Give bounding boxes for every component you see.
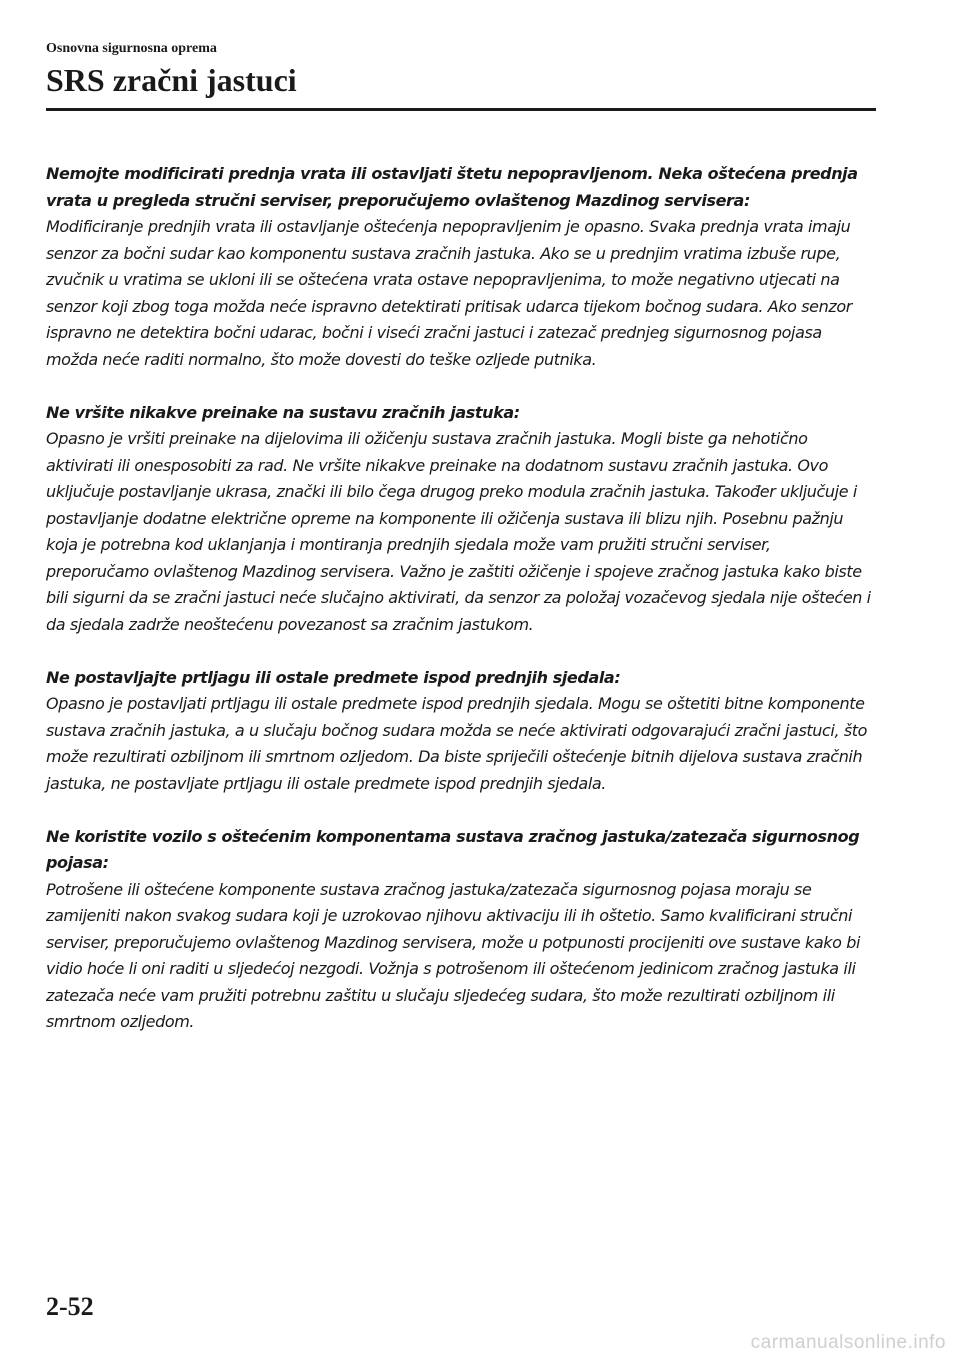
page-title: SRS zračni jastuci — [46, 62, 297, 98]
watermark: carmanualsonline.info — [750, 1332, 946, 1353]
warning-body: Opasno je postavljati prtljagu ili ostale predmete ispod prednjih sjedala. Mogu se oštetiti bitne komponente sustava zračnih jastuka, a u slučaju bočnog sudara možda se neće aktivirati odgovarajući zračni jastuci, što može rezultirati ozbiljnom ili smrtnom ozljedom. Da biste spriječili oštećenje bitnih dijelova sustava zračnih jastuka, ne postavljate prtljagu ili ostale predmete ispod prednjih sjedala. — [46, 694, 868, 793]
warning-heading: Ne postavljajte prtljagu ili ostale predmete ispod prednjih sjedala: — [46, 667, 621, 687]
warning-list — [46, 161, 876, 1062]
warning-damaged-components — [46, 824, 876, 1036]
warning-body: Opasno je vršiti preinake na dijelovima ili ožičenju sustava zračnih jastuka. Mogli biste ga nehotično aktivirati ili onesposobiti za rad. Ne vršite nikakve preinake na dodatnom sustavu zračnih jastuka. Ovo uključuje postavljanje ukrasa, znački ili bilo čega drugog preko modula zračnih jastuka. Također uključuje i postavljanje dodatne električne opreme na komponente ili ožičenja sustava ili blizu njih. Posebnu pažnju koja je potrebna kod uklanjanja i montiranja prednjih sjedala može vam pružiti stručni serviser, preporučamo ovlaštenog Mazdinog servisera. Važno je zaštiti ožičenje i spojeve zračnog jastuka kako biste bili sigurni da se zračni jastuci neće slučajno aktivirati, da senzor za položaj vozačevog sjedala nije oštećen i da sjedala zadrže neoštećenu povezanost sa zračnim jastukom. — [46, 429, 871, 634]
header-divider — [46, 108, 876, 111]
page-header — [46, 40, 876, 100]
warning-heading: Ne koristite vozilo s oštećenim komponentama sustava zračnog jastuka/zatezača sigurnosnog pojasa: — [46, 826, 860, 872]
page-number: 2-52 — [46, 1292, 94, 1321]
section-label: Osnovna sigurnosna oprema — [46, 41, 217, 56]
warning-heading: Ne vršite nikakve preinake na sustavu zračnih jastuka: — [46, 402, 520, 422]
warning-door-modification — [46, 161, 876, 373]
warning-body: Modificiranje prednjih vrata ili ostavljanje oštećenja nepopravljenim je opasno. Svaka prednja vrata imaju senzor za bočni sudar kao komponentu sustava zračnih jastuka. Ako se u prednjim vratima izbuše rupe, zvučnik u vratima se ukloni ili se oštećena vrata ostave nepopravljenima, to može negativno utjecati na senzor koji zbog toga možda neće ispravno detektirati pritisak udarca tijekom bočnog sudara. Ako senzor ispravno ne detektira bočni udarac, bočni i viseći zračni jastuci i zatezač prednjeg sigurnosnog pojasa možda neće raditi normalno, što može dovesti do teške ozljede putnika. — [46, 217, 852, 369]
warning-under-seat-items — [46, 665, 876, 798]
warning-airbag-modification — [46, 400, 876, 639]
warning-body: Potrošene ili oštećene komponente sustava zračnog jastuka/zatezača sigurnosnog pojasa moraju se zamijeniti nakon svakog sudara koji je uzrokovao njihovu aktivaciju ili ih oštetio. Samo kvalificirani stručni serviser, preporučujemo ovlaštenog Mazdinog servisera, može u potpunosti procijeniti ove sustave kako bi vidio hoće li oni raditi u sljedećoj nezgodi. Vožnja s potrošenom ili oštećenom jedinicom zračnog jastuka ili zatezača neće vam pružiti potrebnu zaštitu u slučaju sljedećeg sudara, što može rezultirati ozbiljnom ili smrtnom ozljedom. — [46, 879, 861, 1031]
warning-heading: Nemojte modificirati prednja vrata ili ostavljati štetu nepopravljenom. Neka oštećena prednja vrata u pregleda stručni serviser, preporučujemo ovlaštenog Mazdinog servisera: — [46, 164, 858, 210]
